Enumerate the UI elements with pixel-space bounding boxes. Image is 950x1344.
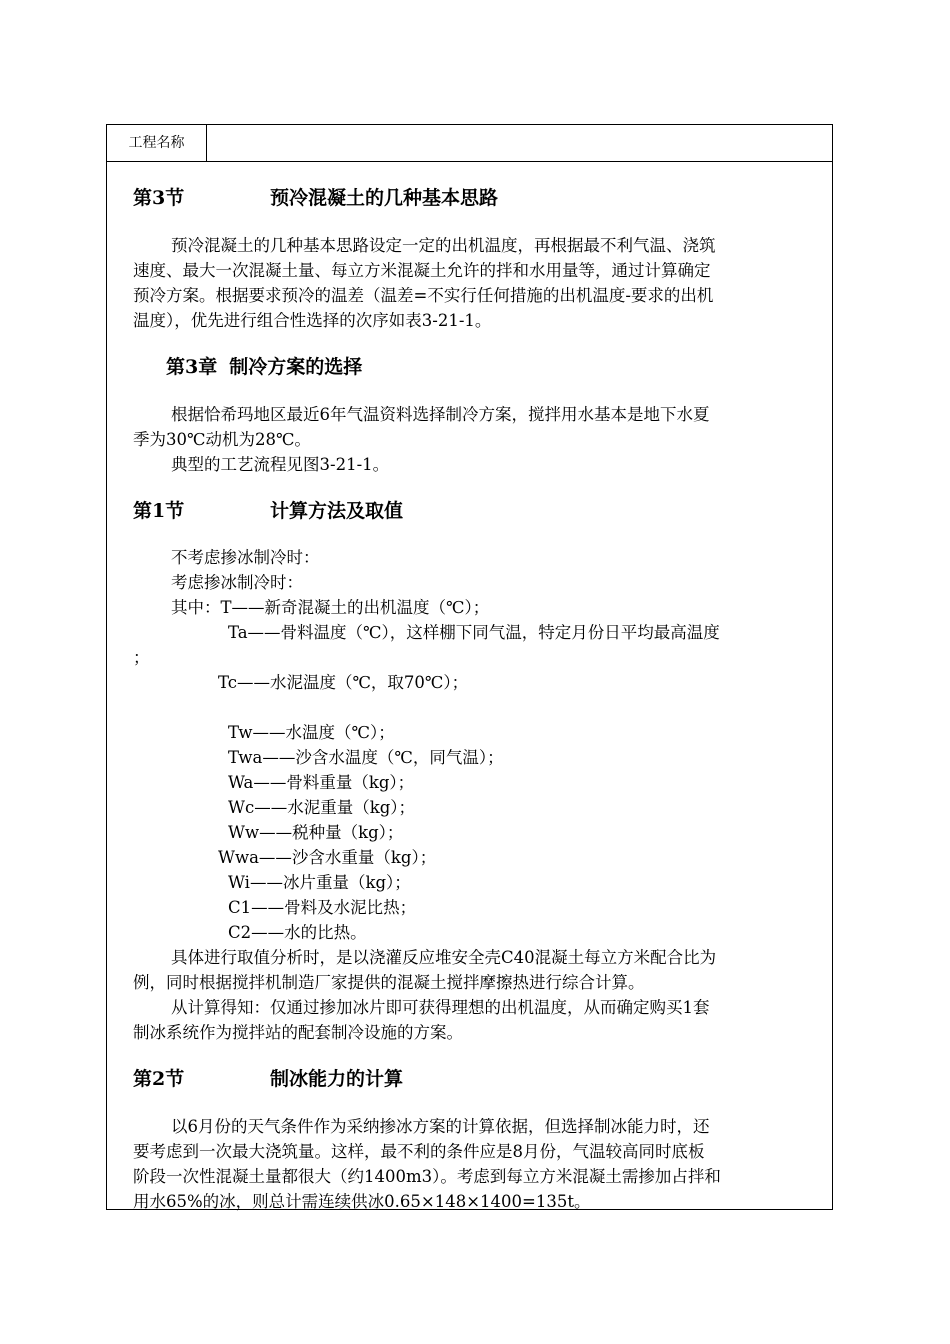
paragraph-line: 具体进行取值分析时，是以浇灌反应堆安全壳C40混凝土每立方米配合比为 (171, 948, 717, 967)
paragraph-line: 要考虑到一次最大浇筑量。这样，最不利的条件应是8月份，气温较高同时底板 (133, 1142, 705, 1161)
variable-definition: C2——水的比热。 (228, 923, 367, 942)
project-name-label: 工程名称 (107, 125, 207, 161)
formula-caption: 不考虑掺冰制冷时： (171, 548, 320, 567)
section-heading (133, 185, 498, 211)
paragraph-line: 例，同时根据搅拌机制造厂家提供的混凝土搅拌摩擦热进行综合计算。 (133, 973, 645, 992)
variable-definition: 其中：T——新奇混凝土的出机温度（℃）； (171, 598, 490, 617)
paragraph-line: 用水65%的冰，则总计需连续供冰0.65×148×1400=135t。 (133, 1192, 591, 1211)
paragraph-line: 速度、最大一次混凝土量、每立方米混凝土允许的拌和水用量等，通过计算确定 (133, 261, 711, 280)
variable-definition: Wc——水泥重量（kg）； (228, 798, 416, 817)
header-row (107, 125, 832, 162)
paragraph-line: 温度），优先进行组合性选择的次序如表3-21-1。 (133, 311, 492, 330)
variable-definition: Tc——水泥温度（℃，取70℃）； (218, 673, 469, 692)
variable-definition-end: ； (133, 648, 150, 667)
chapter-heading (166, 354, 362, 380)
variable-definition: Ww——税种量（kg）； (228, 823, 404, 842)
section-heading (133, 498, 403, 524)
section-title: 制冰能力的计算 (270, 1068, 404, 1090)
variable-definition: Wi——冰片重量（kg）； (228, 873, 411, 892)
paragraph-line: 预冷方案。根据要求预冷的温差（温差=不实行任何措施的出机温度-要求的出机 (133, 286, 714, 305)
document-frame (106, 124, 833, 1210)
paragraph-line: 从计算得知：仅通过掺加冰片即可获得理想的出机温度，从而确定购买1套 (171, 998, 710, 1017)
section-number: 第1节 (133, 500, 185, 522)
variable-definition: C1——骨料及水泥比热； (228, 898, 417, 917)
paragraph-line: 典型的工艺流程见图3-21-1。 (171, 455, 390, 474)
section-title: 预冷混凝土的几种基本思路 (270, 187, 499, 209)
paragraph-line: 制冰系统作为搅拌站的配套制冷设施的方案。 (133, 1023, 463, 1042)
paragraph-line: 阶段一次性混凝土量都很大（约1400m3）。考虑到每立方米混凝土需掺加占拌和 (133, 1167, 721, 1186)
variable-definition: Wa——骨料重量（kg）； (228, 773, 415, 792)
variable-definition: Twa——沙含水温度（℃，同气温）； (228, 748, 504, 767)
paragraph-line: 根据恰希玛地区最近6年气温资料选择制冷方案，搅拌用水基本是地下水夏 (171, 405, 710, 424)
section-title: 计算方法及取值 (270, 500, 404, 522)
paragraph-line: 以6月份的天气条件作为采纳掺冰方案的计算依据，但选择制冰能力时，还 (171, 1117, 710, 1136)
formula-caption: 考虑掺冰制冷时： (171, 573, 303, 592)
chapter-title: 制冷方案的选择 (229, 356, 363, 378)
variable-definition: Ta——骨料温度（℃），这样棚下同气温，特定月份日平均最高温度 (228, 623, 720, 642)
variable-definition: Tw——水温度（℃）； (228, 723, 395, 742)
chapter-number: 第3章 (166, 356, 218, 378)
section-number: 第3节 (133, 187, 185, 209)
section-number: 第2节 (133, 1068, 185, 1090)
paragraph-line: 预冷混凝土的几种基本思路设定一定的出机温度，再根据最不利气温、浇筑 (171, 236, 716, 255)
section-heading (133, 1066, 403, 1092)
variable-definition: Wwa——沙含水重量（kg）； (218, 848, 437, 867)
paragraph-line: 季为30℃动机为28℃。 (133, 430, 311, 449)
